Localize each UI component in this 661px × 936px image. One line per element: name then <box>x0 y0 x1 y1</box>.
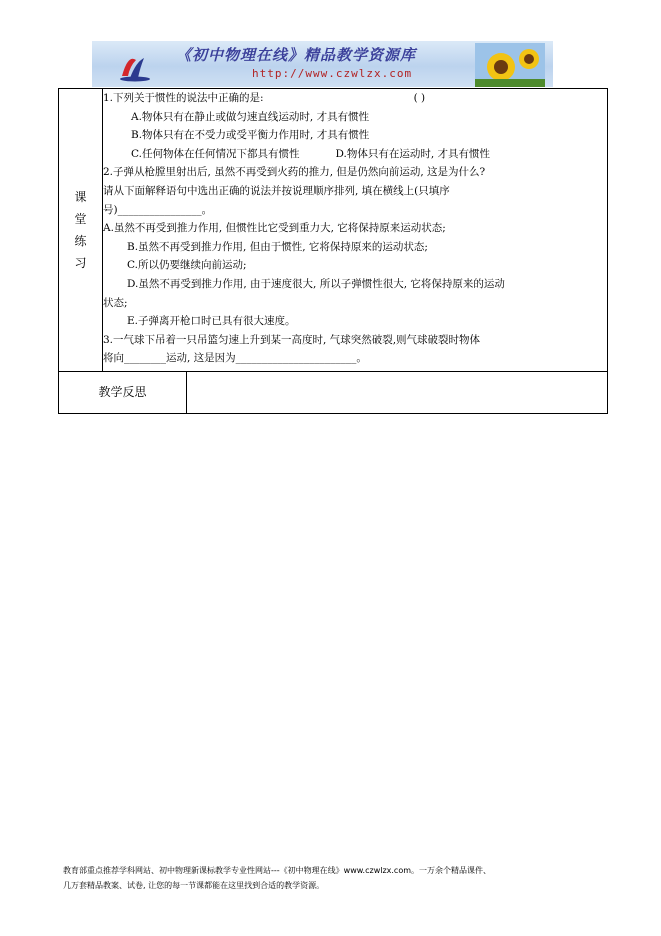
header-banner <box>92 41 553 87</box>
footer-line1: 教育部重点推荐学科网站、初中物理新课标教学专业性网站---《初中物理在线》www.czwlzx.com。一万余个精品课件、 <box>63 866 492 875</box>
banner-title: 《初中物理在线》精品教学资源库 <box>176 46 417 64</box>
question-1-stem: 1.下列关于惯性的说法中正确的是: ( ) <box>103 89 607 108</box>
practice-label-char: 课 <box>74 190 87 204</box>
practice-content-cell <box>103 89 608 372</box>
reflection-label: 教学反思 <box>59 372 187 414</box>
q1-option-a: A.物体只有在静止或做匀速直线运动时, 才具有惯性 <box>131 110 370 123</box>
question-2-stem-line1: 2.子弹从枪膛里射出后, 虽然不再受到火药的推力, 但是仍然向前运动, 这是为什么? <box>103 166 486 179</box>
practice-label-char: 习 <box>74 256 87 270</box>
question-3-line2: 将向________运动, 这是因为_______________________。 <box>103 352 367 365</box>
footer <box>63 863 623 893</box>
question-2-stem-line2: 请从下面解释语句中选出正确的说法并按说理顺序排列, 填在横线上(只填序 <box>103 184 450 197</box>
lesson-table <box>58 88 608 414</box>
banner-url: http://www.czwlzx.com <box>252 67 413 80</box>
q1-option-cd <box>103 145 607 164</box>
sunflower-icon <box>475 43 545 87</box>
question-3-line1: 3.一气球下吊着一只吊篮匀速上升到某一高度时, 气球突然破裂,则气球破裂时物体 <box>103 333 481 346</box>
q2-option-e: E.子弹离开枪口时已具有很大速度。 <box>127 315 296 328</box>
practice-label-char: 练 <box>74 234 87 248</box>
practice-label-cell <box>59 89 103 372</box>
q1-option-b: B.物体只有在不受力或受平衡力作用时, 才具有惯性 <box>131 129 370 142</box>
q1-option-d: D.物体只有在运动时, 才具有惯性 <box>335 147 491 160</box>
q2-option-a: A.虽然不再受到推力作用, 但惯性比它受到重力大, 它将保持原来运动状态; <box>103 222 446 235</box>
reflection-content-cell <box>187 372 608 414</box>
q1-option-c: C.任何物体在任何情况下都具有惯性 <box>131 147 300 160</box>
question-2-stem-line3: 号)________________。 <box>103 203 213 216</box>
q2-option-d-line2: 状态; <box>103 296 128 309</box>
site-logo-icon <box>118 50 152 82</box>
footer-line2: 几万套精品教案、试卷, 让您的每一节课都能在这里找到合适的教学资源。 <box>63 881 325 890</box>
practice-label-char: 堂 <box>74 212 87 226</box>
q2-option-d-line1: D.虽然不再受到推力作用, 由于速度很大, 所以子弹惯性很大, 它将保持原来的运动 <box>127 277 505 290</box>
answer-paren: ( ) <box>413 92 426 104</box>
q2-option-c: C.所以仍要继续向前运动; <box>127 259 247 272</box>
q2-option-b: B.虽然不再受到推力作用, 但由于惯性, 它将保持原来的运动状态; <box>127 240 428 253</box>
